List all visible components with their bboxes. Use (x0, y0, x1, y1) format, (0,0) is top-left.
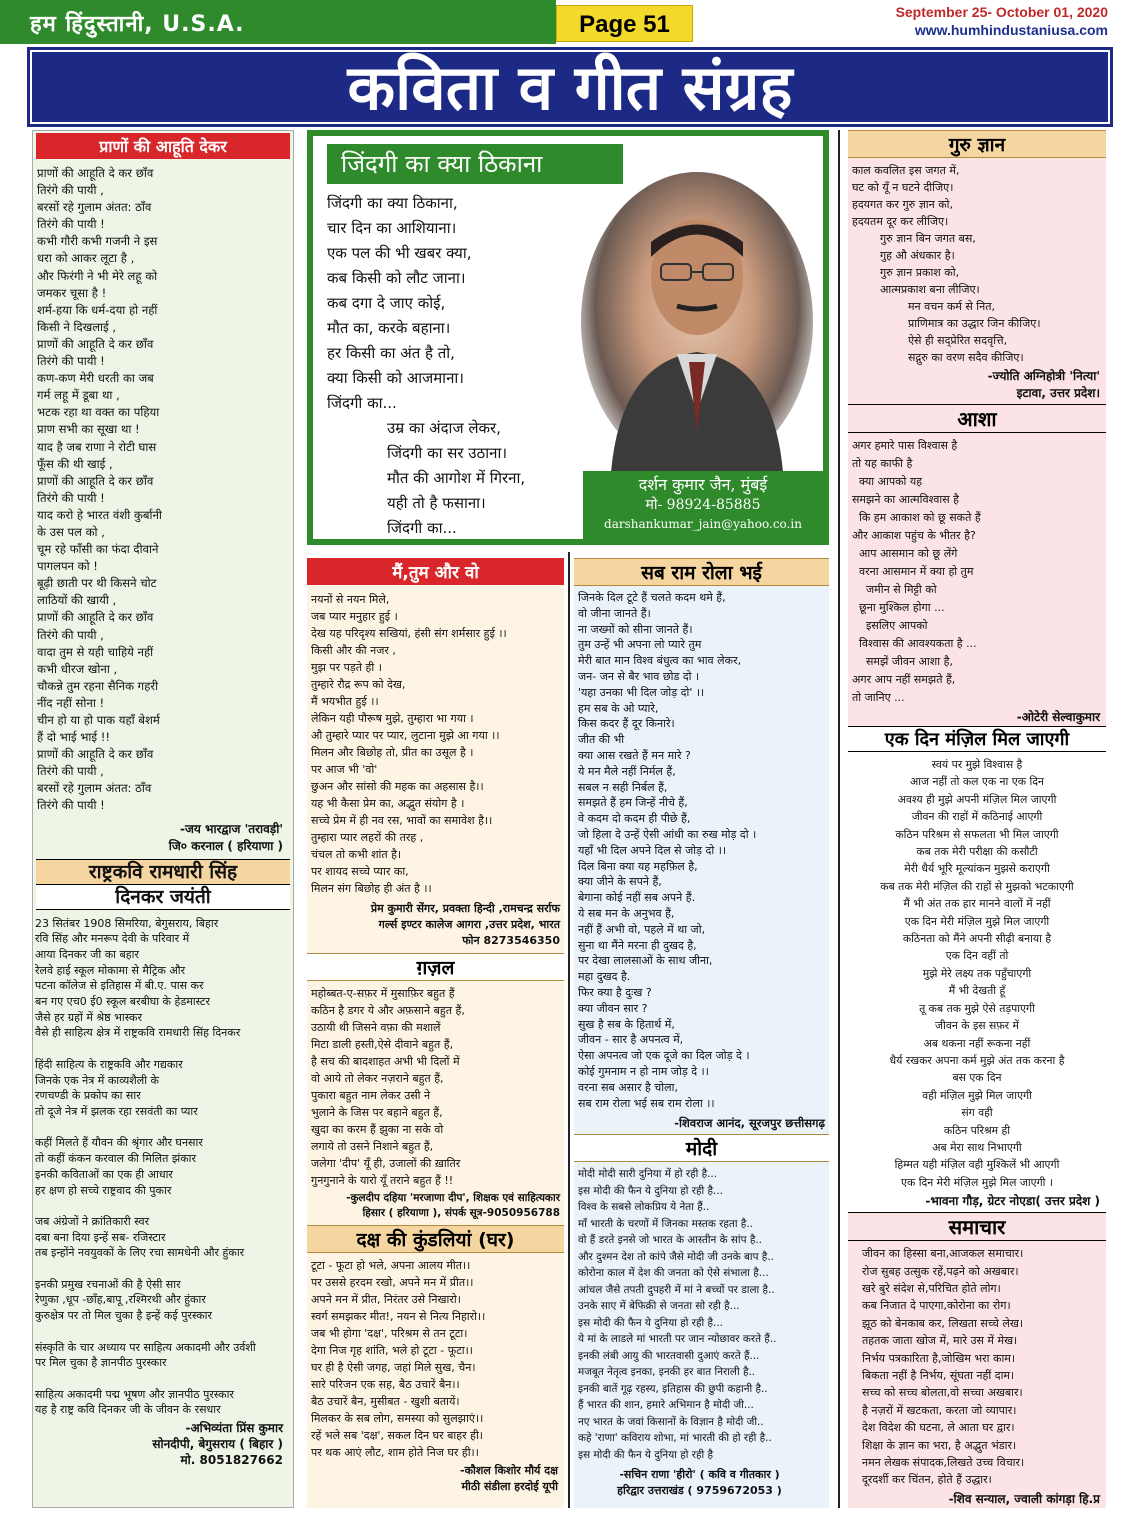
poem-text-samachar: जीवन का हिस्सा बना,आजकल समाचार। रोज सुबह उत्सुक रहें,पढ़ने को अखबार। खरे बुरे संदेश से,परिचित होते लोग। कब निजात दे पाएगा,कोरोना का रोग। झूठ को बेनकाब कर, लिखता सच्चे लेख। तहतक जाता खोज में, मारे उस में मेख। निर्भय पत्रकारिता है,जोखिम भरा काम। बिकता नहीं है निर्भय, सूंघता नहीं दाम। सच्च को सच्च बोलता,वो सच्चा अखबार। है नज़रों में खटकता, करता जो व्यापार। देश विदेश की घटना, ले आता घर द्वार। शिक्षा के ज्ञान का भरा, है अद्भुत भंडार। नमन लेखक संपादक,लिखते उच्च विचार। दूरदर्शी कर चिंतन, होते हैं उद्धार। (862, 1247, 1025, 1487)
column-4 (848, 130, 1106, 1508)
article-title-dinkar (36, 859, 290, 885)
poem-credit-guru-gyan: -ज्योति अग्निहोत्री 'नित्या' इटावा, उत्तर प्रदेश। (987, 369, 1100, 400)
poem-credit-pranon: -जय भारद्वाज 'तरावड़ी' जि० करनाल ( हरियाणा ) (168, 821, 283, 853)
article-credit-dinkar: -अभिव्यंता प्रिंस कुमार सोनदीपी, बेगुसराय ( बिहार ) मो. 8051827662 (152, 1421, 283, 1468)
poem-text-ghazal: महोब्बत-ए-सफ़र में मुसाफ़िर बहुत हैं कठिन है डगर ये और अफ़साने बहुत हैं, उठायी थी जिसने वफ़ा की मशालें मिटा डाली हस्ती,ऐसे दीवाने बहुत हैं, है सच की बादशाहत अभी भी दिलों में वो आये तो लेकर नज़राने बहुत हैं, पुकारा बहुत नाम लेकर उसी ने भुलाने के जिस पर बहाने बहुत हैं, खुदा का करम हैं झुका ना सके वो लगाये तो उसने निशाने बहुत हैं, जलेगा 'दीप' यूँ ही, उजालों की ख़ातिर गुनगुनाने के यारो यूँ तराने बहुत हैं !! (311, 987, 465, 1187)
column-divider (838, 130, 840, 1508)
poem-title-guru-gyan: गुरु ज्ञान (848, 130, 1106, 158)
poem-title-main-tum: मैं,तुम और वो (307, 558, 564, 585)
poem-title-daksh: दक्ष की कुंडलियां (घर) (307, 1225, 564, 1253)
author-card (583, 471, 823, 541)
poem-credit-manzil: -भावना गौड़, ग्रेटर नोएडा( उत्तर प्रदेश ) (848, 1191, 1106, 1212)
article-title-line-2: दिनकर जयंती (36, 885, 290, 910)
author-mobile: मो- 98924-85885 (645, 497, 761, 513)
column-divider (568, 552, 570, 1508)
poem-credit-ghazal: -कुलदीप दहिया 'मरजाणा दीप', शिक्षक एवं साहित्यकार हिसार ( हरियाणा ), संपर्क सूत्र-9050956788 (346, 1192, 560, 1219)
feature-title: जिंदगी का क्या ठिकाना (327, 144, 623, 184)
issue-date: September 25- October 01, 2020 (895, 4, 1108, 20)
feature-poem-text: जिंदगी का क्या ठिकाना, चार दिन का आशियाना। एक पल की भी खबर क्या, कब किसी को लौट जाना। कब दगा दे जाए कोई, मौत का, करके बहाना। हर किसी का अंत है तो, क्या किसी को आजमाना। जिंदगी का... (327, 194, 472, 412)
column-1 (32, 130, 294, 1508)
poem-credit-asha: -ओटेरी सेल्वाकुमार (1016, 710, 1100, 724)
feature-poem-text-2: उम्र का अंदाज लेकर, जिंदगी का सर उठाना। मौत की आगोश में गिरना, यही तो है फसाना। जिंदगी का... (387, 419, 526, 537)
feature-box (307, 130, 829, 545)
column-3 (574, 558, 829, 1508)
author-name: दर्शन कुमार जैन, मुंबई (638, 475, 768, 494)
poem-text-asha: अगर हमारे पास विश्वास है तो यह काफी है क्या आपको यह समझने का आत्मविश्वास है कि हम आकाश को छू सकते हैं और आकाश पहुंच के भीतर है? आप आसमान को छू लेंगे वरना आसमान में क्या हो तुम जमीन से मिट्टी को छूना मुश्किल होगा ... इसलिए आपको विश्वास की आवश्यकता है ... समझें जीवन आशा है, अगर आप नहीं समझते हैं, तो जानिए ... (852, 439, 981, 704)
poem-text-daksh: टूटा - फूटा हो भले, अपना आलय मीत।। पर उससे हरदम रखो, अपने मन में प्रीत।। अपने मन में प्रीत, निरंतर उसे निखारो। स्वर्ग समझकर मीत!, नयन से नित्य निहारो।। जब भी होगा 'दक्ष', परिश्रम से तन टूटा। देगा निज गृह शांति, भले हो टूटा - फूटा।। घर ही है ऐसी जगह, जहां मिले सुख, चैन। सारे परिजन एक सह, बैठ उचारें बैन।। बैठ उचारें बैन, मुसीबत - खुशी बतायें। मिलकर के सब लोग, समस्या को सुलझाएं।। रहें भले सब 'दक्ष', सकल दिन घर बाहर ही। पर थक आएं लौट, शाम होते निज घर ही।। (311, 1259, 486, 1459)
poem-title-ram-rola: सब राम रोला भई (574, 558, 829, 586)
poem-credit-samachar: -शिव सन्याल, ज्वाली कांगड़ा हि.प्र (948, 1491, 1100, 1506)
poem-title-pranon: प्राणों की आहूति देकर (36, 133, 290, 159)
masthead-title: हम हिंदुस्तानी, U.S.A. (0, 0, 556, 44)
poem-credit-daksh: -कौशल किशोर मौर्य दक्ष मीठी संडीला हरदोई यूपी (460, 1464, 558, 1493)
page-number: Page 51 (556, 5, 693, 42)
poem-text-ram-rola: जिनके दिल टूटे हैं चलते कदम थमे हैं, वो जीना जानते हैं। ना जख्मों को सीना जानते हैं। तुम उन्हें भी अपना लो प्यारे तुम मेरी बात मान विश्व बंधुत्व का भाव लेकर, जन- जन से बैर भाव छोड दो । 'यहा उनका भी दिल जोड़ दो' ।। हम सब के ओ प्यारे, किस कदर हैं दूर किनारे। जीत की भी क्या आस रखते हैं मन मारे ? ये मन मैले नहीं निर्मल हैं, सबल न सही निर्बल हैं, समझते हैं हम जिन्हें नीचे हैं, वे कदम दो कदम ही पीछे हैं, जो हिला दे उन्हें ऐसी आंधी का रुख मोड़ दो । यहाँ भी दिल अपने दिल से जोड़ दो ।। दिल बिना क्या यह महफ़िल है, क्या जीने के सपने हैं, बेगाना कोई नहीं सब अपने हैं. ये सब मन के अनुभव हैं, नहीं हैं अभी वो, पहले में था जो, सुना था मैंने मरना ही दुखद है, पर देखा लालसाओं के साथ जीना, महा दुखद है. फिर क्या है दुःख ? क्या जीवन सार ? सुख है सब के हितार्थ में, जीवन - सार है अपनत्व में, ऐसा अपनत्व जो एक दूजे का दिल जोड़ दे । कोई गुमनाम न हो नाम जोड़ दे ।। वरना सब असार है चोला, सब राम रोला भई सब राम रोला ।। (578, 591, 757, 1110)
poem-text-main-tum: नयनों से नयन मिले, जब प्यार मनुहार हुई । देख यह परिदृश्य सखियां, हंसी संग शर्मसार हुई ।। किसी और की नजर , मुझ पर पड़ते ही । तुम्हारे रौद्र रूप को देख, मैं भयभीत हुई ।। लेकिन यही पौरूष मुझे, तुम्हारा भा गया । औ तुम्हारे प्यार पर प्यार, लुटाना मुझे आ गया ।। मिलन और बिछोह तो, प्रीत का उसूल है । पर आज भी 'वो' छुअन और सांसो की महक का अहसास है।। यह भी कैसा प्रेम का, अद्भुत संयोग है । सच्चे प्रेम में ही नव रस, भावों का समावेश है।। तुम्हारा प्यार लहरों की तरह , चंचल तो कभी शांत है। पर शायद सच्चे प्यार का, मिलन संग बिछोह ही अंत है ।। (311, 593, 507, 895)
author-photo (581, 172, 813, 472)
author-portrait-icon (581, 172, 813, 472)
poem-title-modi: मोदी (574, 1134, 829, 1162)
poem-credit-main-tum: प्रेम कुमारी सेंगर, प्रवक्ता हिन्दी ,रामचन्द्र सर्राफ गर्ल्स इण्टर कालेज आगरा ,उत्तर प्रदेश, भारत फोन 8273546350 (370, 902, 560, 947)
poem-title-ghazal: ग़ज़ल (307, 953, 564, 981)
author-email[interactable]: darshankumar_jain@yahoo.co.in (604, 517, 802, 531)
poem-text-modi: मोदी मोदी सारी दुनिया में हो रही है... इस मोदी की फैन ये दुनिया हो रही है... विश्व के सबसे लोकप्रिय ये नेता हैं.. माँ भारती के चरणों में जिनका मस्तक रहता है.. वो हैं डरते इनसे जो भारत के आस्तीन के सांप है.. और दुश्मन देश तो कांपे जैसे मोदी जी उनके बाप है.. कोरोना काल में देश की जनता को ऐसे संभाला है... आंचल जैसे तपती दुपहरी में मां ने बच्चों पर डाला है.. उनके साए में बेफिक्री से जनता सो रही है... इस मोदी की फैन ये दुनिया हो रही है... ये मां के लाडले मां भारती पर जान न्योछावर करते हैं.. इनकी लंबी आयु की भारतवासी दुआएं करते हैं... मजबूत नेतृत्व इनका, इनकी हर बात निराली है.. इनकी बातें गूढ़ रहस्य, इतिहास की छुपी कहानी है.. हैं भारत की शान, हमारे अभिमान है मोदी जी... नए भारत के जवां किसानों के विज्ञान है मोदी जी.. कहे 'राणा' कविराय शोभा, मां भारती की हो रही है.. इस मोदी की फैन ये दुनिया हो रही है (578, 1168, 777, 1461)
poem-text-pranon: प्राणों की आहूति दे कर छाँव तिरंगे की पायी , बरसों रहे गुलाम अंतत: ठाँव तिरंगे की पायी ! कभी गौरी कभी गजनी ने इस धरा को आकर लूटा है , और फिरंगी ने भी मेरे लहू को जमकर चूसा है ! शर्म-हया कि धर्म-दया हो नहीं किसी ने दिखलाई , प्राणों की आहूति दे कर छाँव तिरंगे की पायी ! कण-कण मेरी धरती का जब गर्म लहू में डूबा था , भटक रहा था वक्त का पहिया प्राण सभी का सूखा था ! याद है जब राणा ने रोटी घास फूँस की थी खाई , प्राणों की आहूति दे कर छाँव तिरंगे की पायी ! याद करो हे भारत वंशी कुर्बानी के उस पल को , चूम रहे फाँसी का फंदा दीवाने पागलपन को ! बूढ़ी छाती पर थी किसने चोट लाठियों की खायी , प्राणों की आहूति दे कर छाँव तिरंगे की पायी , वादा तुम से यही चाहिये नहीं कभी धीरज खोना , चौकन्ने तुम रहना सैनिक गहरी नींद नहीं सोना ! चीन हो या हो पाक यहाँ बेशर्म हैं दो भाई भाई !! प्राणों की आहूति दे कर छाँव तिरंगे की पायी , बरसों रहे गुलाम अंतत: ठाँव तिरंगे की पायी ! (37, 166, 162, 813)
poem-credit-ram-rola: -शिवराज आनंद, सूरजपुर छत्तीसगढ़ (674, 1116, 825, 1131)
poem-title-samachar: समाचार (848, 1212, 1106, 1241)
article-title-line-1: राष्ट्रकवि रामधारी सिंह (88, 860, 238, 883)
poem-title-manzil: एक दिन मंज़िल मिल जाएगी (848, 726, 1106, 752)
website-link[interactable]: www.humhindustaniusa.com (914, 22, 1108, 38)
section-banner: कविता व गीत संग्रह (30, 50, 1110, 124)
poem-title-asha: आशा (848, 404, 1106, 433)
column-2 (307, 558, 564, 1508)
article-text-dinkar: 23 सितंबर 1908 सिमरिया, बेगुसराय, बिहार रवि सिंह और मनरूप देवी के परिवार में आया दिनकर जी का बहार रेलवे हाई स्कूल मोकामा से मैट्रिक और पटना कॉलेज से इतिहास में बी.ए. पास कर बन गए एच0 ई0 स्कूल बरबीघा के हेडमास्टर जैसे हर ग्रहों में श्रेष्ठ भास्कर वैसे ही साहित्य क्षेत्र में राष्ट्रकवि रामधारी सिंह दिनकर हिंदी साहित्य के राष्ट्रकवि और गद्यकार जिनके एक नेत्र में काव्यशैली के रणचण्डी के प्रकोप का सार तो दूजे नेत्र में झलक रहा रसवंती का प्यार कहीं मिलते हैं यौवन की श्रृंगार और घनसार तो कहीं कंकन करवाल की मिलित झंकार इनकी कविताओं का एक ही आधार हर क्षण हो सच्चे राष्ट्रवाद की पुकार जब अंग्रेजों ने क्रांतिकारी स्वर दबा बना दिया इन्हें सब- रजिस्टार तब इन्होंने नवयुवकों के लिए रचा सामधेनी और हुंकार इनकी प्रमुख रचनाओं की है ऐसी सार रेणुका ,धूप -छाँह,बापू ,रश्मिरथी और हुंकार कुरुक्षेत्र पर तो मिल चुका है इन्हें कई पुरस्कार संस्कृति के चार अध्याय पर साहित्य अकादमी और उर्वशी पर मिल चुका है ज्ञानपीठ पुरस्कार साहित्य अकादमी पद्म भूषण और ज्ञानपीठ पुरस्कार यह है राष्ट्र कवि दिनकर जी के जीवन के रसधार (35, 916, 256, 1417)
poem-credit-modi: -सचिन राणा 'हीरो' ( कवि व गीतकार ) हरिद्वार उत्तराखंड ( 9759672053 ) (617, 1468, 782, 1498)
poem-text-guru-gyan: काल कवलित इस जगत में, घट को यूँ न घटने दीजिए। हदयगत कर गुरु ज्ञान को, हदयतम दूर कर लीजिए। गुरु ज्ञान बिन जगत बस, गुह औ अंधकार है। गुरु ज्ञान प्रकाश को, आत्मप्रकाश बना लीजिए। मन वचन कर्म से नित, प्राणिमात्र का उद्धार जिन कीजिए। ऐसे ही सद्प्रेरित सदवृत्ति, सद्गुरु का वरण सदैव कीजिए। (852, 164, 1041, 364)
poem-text-manzil: स्वयं पर मुझे विश्वास है आज नहीं तो कल एक ना एक दिन अवश्य ही मुझे अपनी मंज़िल मिल जाएगी जीवन की राहों में कठिनाई आएगी कठिन परिश्रम से सफलता भी मिल जाएगी कब तक मेरी परीक्षा की कसौटी मेरी धैर्य भूरि मूल्यांकन मुझसे कराएगी कब तक मेरी मंज़िल की राहों से मुझको भटकाएगी मैं भी अंत तक हार मानने वालों में नहीं एक दिन मेरी मंज़िल मुझे मिल जाएगी कठिनता को मैंने अपनी सीढ़ी बनाया है एक दिन वहीं तो मुझे मेरे लक्ष्य तक पहुँचाएगी मैं भी देखती हूँ तू कब तक मुझे ऐसे तड़पाएगी जीवन के इस सफ़र में अब थकना नहीं रूकना नहीं धैर्य रखकर अपना कर्म मुझे अंत तक करना है बस एक दिन वही मंज़िल मुझे मिल जाएगी संग वही कठिन परिश्रम ही अब मेरा साथ निभाएगी हिम्मत यही मंज़िल वही मुश्किलें भी आएगी एक दिन मेरी मंज़िल मुझे मिल जाएगी । (848, 752, 1106, 1191)
